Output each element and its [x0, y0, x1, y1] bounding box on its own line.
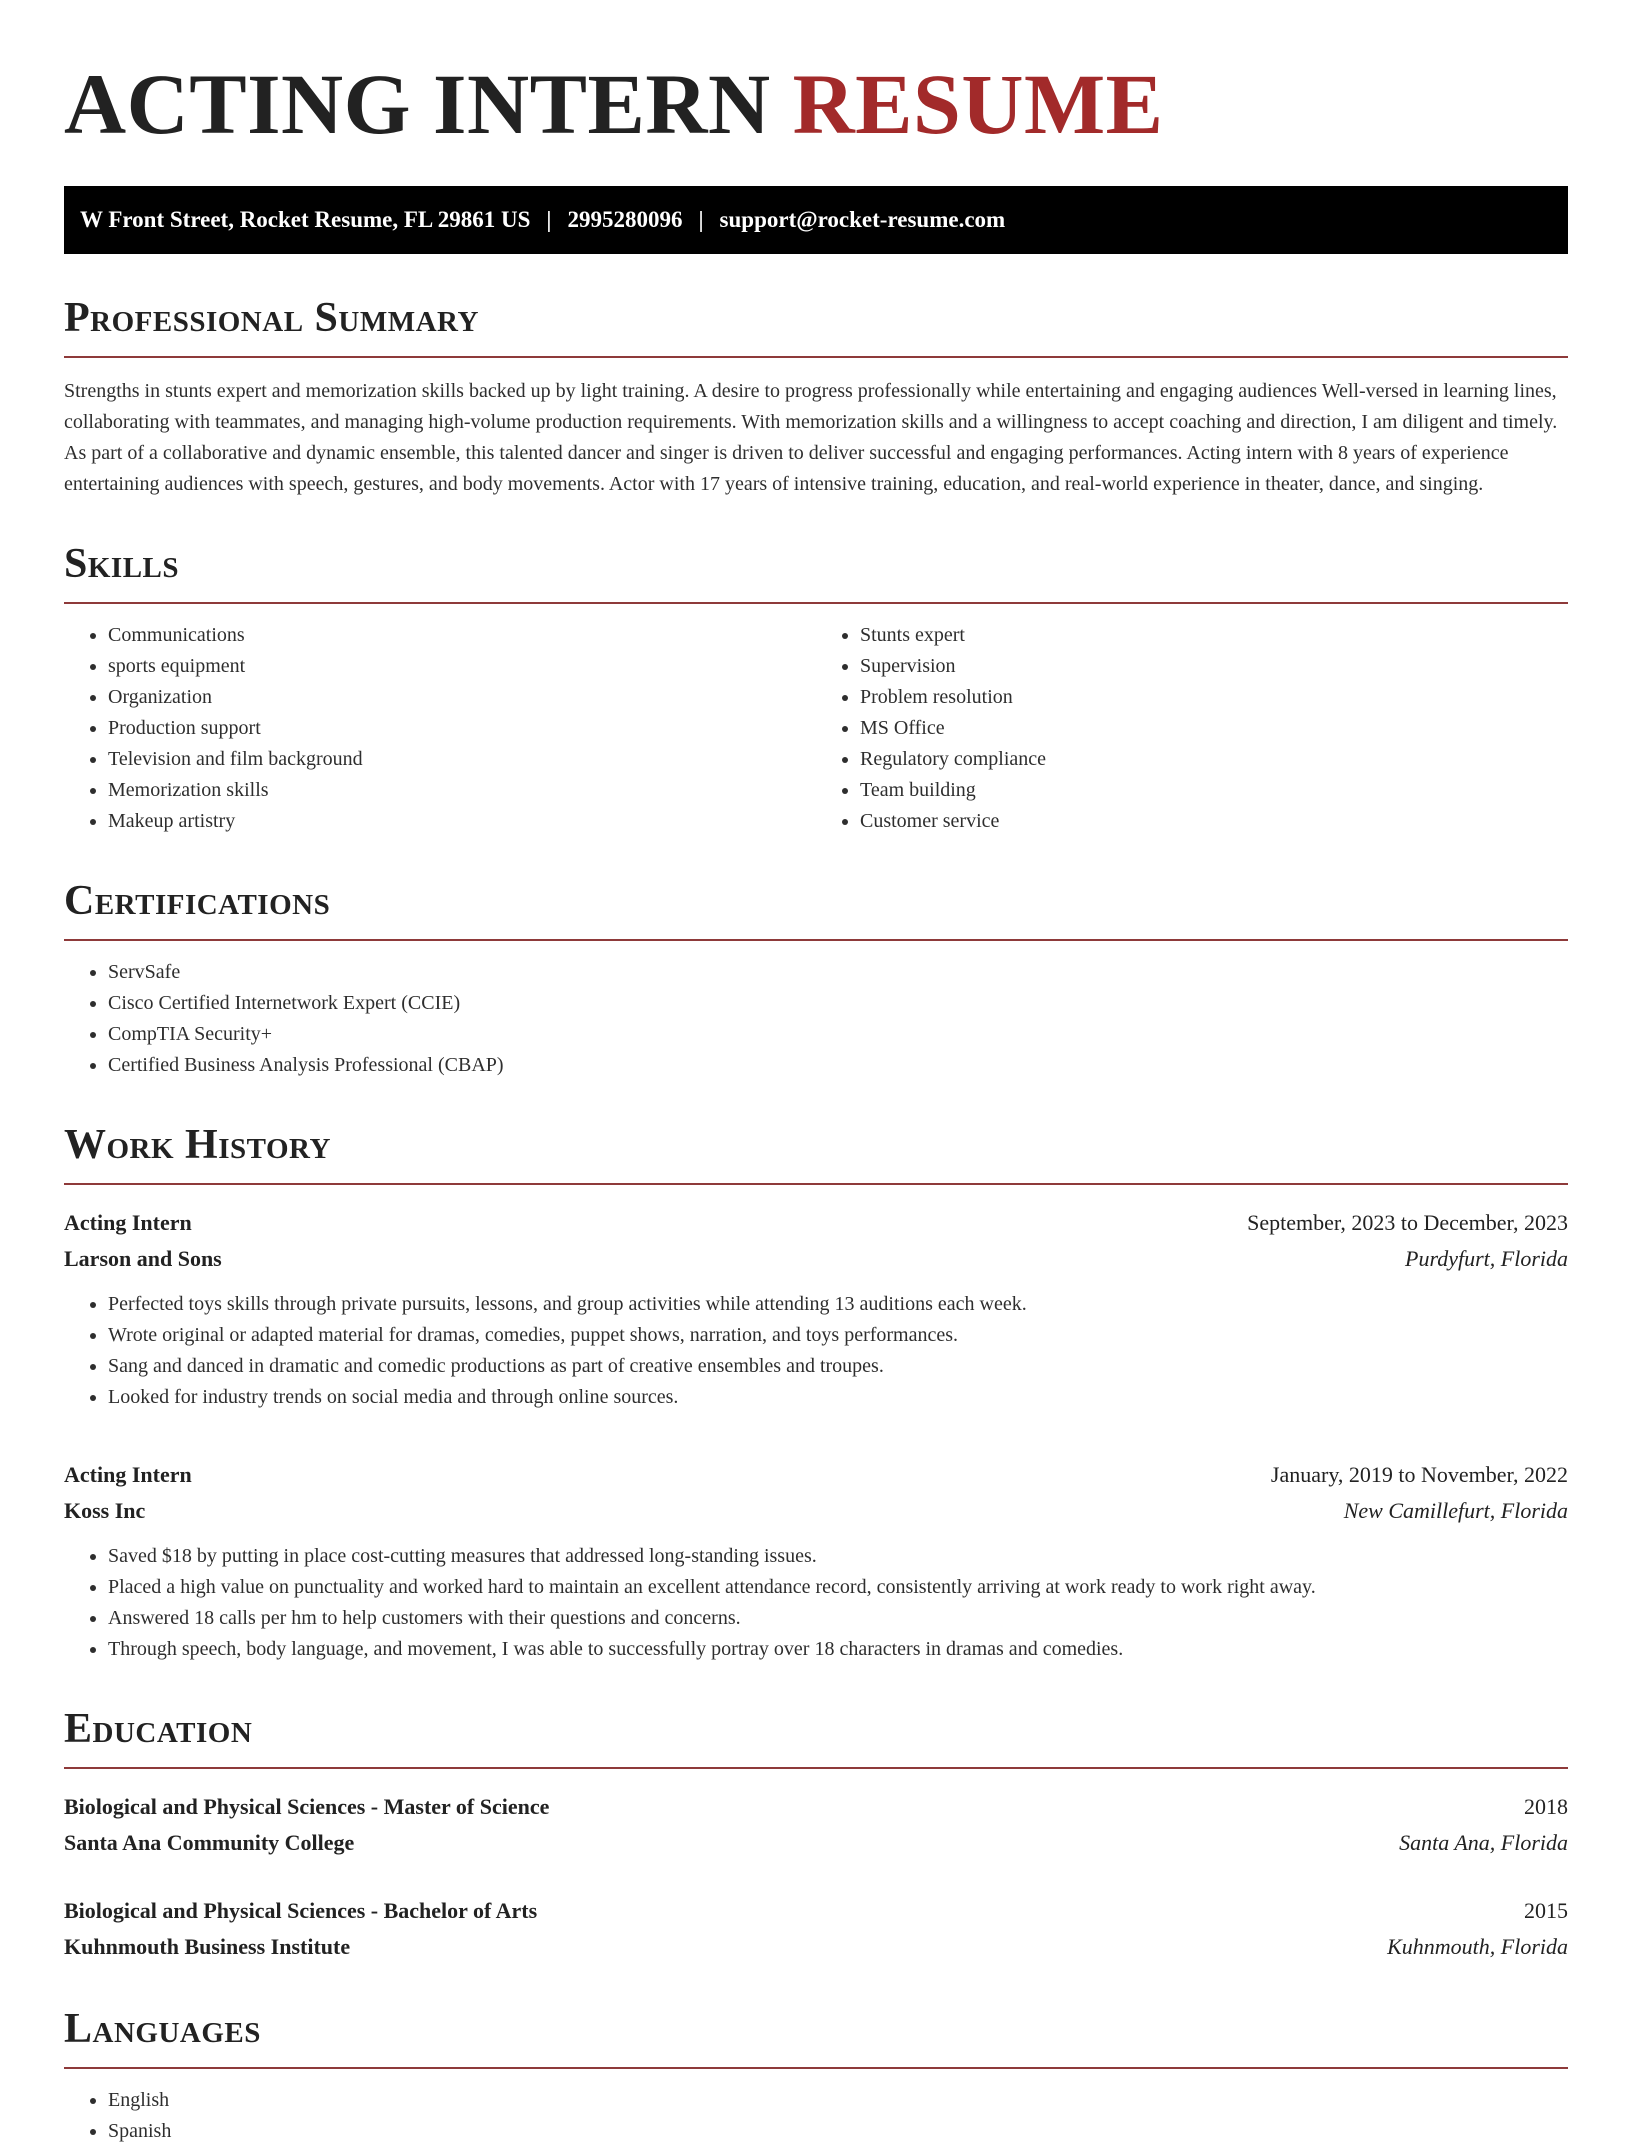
job-bullet: • Sang and danced in dramatic and comedic productions as part of creative ensembles and troupes.: [108, 1351, 1568, 1382]
skill-item: • Makeup artistry: [108, 806, 816, 837]
skill-item: • Communications: [108, 620, 816, 651]
education-header-row: [64, 1893, 1568, 1929]
job-company-row: [64, 1241, 1568, 1277]
work-history-section: [64, 1121, 1568, 1665]
skills-heading: Skills: [64, 540, 1568, 604]
education-school: Kuhnmouth Business Institute: [64, 1934, 351, 1959]
job-bullet: • Perfected toys skills through private pursuits, lessons, and group activities while attending 13 auditions each week.: [108, 1289, 1568, 1320]
work-history-heading: Work History: [64, 1121, 1568, 1185]
skill-item: • Stunts expert: [860, 620, 1568, 651]
summary-heading: Professional Summary: [64, 294, 1568, 358]
education-entry: [64, 1789, 1568, 1861]
certifications-list: [64, 957, 1568, 1081]
language-item: • Spanish: [108, 2116, 1568, 2147]
education-year: 2018: [1524, 1794, 1568, 1819]
skill-item: • Customer service: [860, 806, 1568, 837]
job-role: Acting Intern: [64, 1210, 192, 1235]
job-bullets: [64, 1541, 1568, 1665]
skill-item: • Television and film background: [108, 744, 816, 775]
title-accent: RESUME: [792, 56, 1164, 152]
job-header-row: [64, 1205, 1568, 1241]
contact-separator: |: [546, 207, 552, 232]
skill-item: • Regulatory compliance: [860, 744, 1568, 775]
job-dates: January, 2019 to November, 2022: [1270, 1462, 1568, 1487]
job-company: Larson and Sons: [64, 1246, 222, 1271]
certification-item: • CompTIA Security+: [108, 1019, 1568, 1050]
job-entry: [64, 1205, 1568, 1413]
education-school-row: [64, 1929, 1568, 1965]
skills-grid: [64, 604, 1568, 837]
education-school: Santa Ana Community College: [64, 1830, 355, 1855]
education-section: [64, 1705, 1568, 1965]
languages-section: [64, 2005, 1568, 2147]
education-year: 2015: [1524, 1898, 1568, 1923]
job-bullet: • Saved $18 by putting in place cost-cutting measures that addressed long-standing issues.: [108, 1541, 1568, 1572]
certifications-section: [64, 877, 1568, 1081]
contact-address: W Front Street, Rocket Resume, FL 29861 US: [80, 207, 531, 232]
certifications-heading: Certifications: [64, 877, 1568, 941]
skill-item: • Production support: [108, 713, 816, 744]
resume-title: [64, 56, 1568, 152]
language-item: • English: [108, 2085, 1568, 2116]
job-location: Purdyfurt, Florida: [1405, 1246, 1568, 1271]
languages-heading: Languages: [64, 2005, 1568, 2069]
skills-section: [64, 540, 1568, 837]
job-role: Acting Intern: [64, 1462, 192, 1487]
certification-item: • ServSafe: [108, 957, 1568, 988]
education-degree: Biological and Physical Sciences - Master of Science: [64, 1794, 550, 1819]
skills-list-right: [816, 620, 1568, 837]
summary-text: Strengths in stunts expert and memorization skills backed up by light training. A desire to progress professionally while entertaining and engaging audiences Well-versed in learning lines, collaborating with teammates, and managing high-volume production requirements. With memorization skills and a willingness to accept coaching and direction, I am diligent and timely. As part of a collaborative and dynamic ensemble, this talented dancer and singer is driven to deliver successful and engaging performances. Acting intern with 8 years of experience entertaining audiences with speech, gestures, and body movements. Actor with 17 years of intensive training, education, and real-world experience in theater, dance, and singing.: [64, 380, 1558, 495]
education-location: Santa Ana, Florida: [1399, 1830, 1568, 1855]
contact-bar: [64, 186, 1568, 254]
skill-item: • Problem resolution: [860, 682, 1568, 713]
languages-list: [64, 2085, 1568, 2147]
contact-email: support@rocket-resume.com: [719, 207, 1006, 232]
title-main: ACTING INTERN: [64, 56, 771, 152]
education-school-row: [64, 1825, 1568, 1861]
job-entry: [64, 1457, 1568, 1665]
education-heading: Education: [64, 1705, 1568, 1769]
certification-item: • Certified Business Analysis Professional (CBAP): [108, 1050, 1568, 1081]
summary-section: [64, 294, 1568, 500]
job-bullet: • Looked for industry trends on social media and through online sources.: [108, 1382, 1568, 1413]
contact-separator: |: [698, 207, 704, 232]
job-location: New Camillefurt, Florida: [1343, 1498, 1568, 1523]
job-bullets: [64, 1289, 1568, 1413]
skill-item: • Team building: [860, 775, 1568, 806]
job-bullet: • Wrote original or adapted material for dramas, comedies, puppet shows, narration, and toys performances.: [108, 1320, 1568, 1351]
skills-list-left: [64, 620, 816, 837]
job-dates: September, 2023 to December, 2023: [1247, 1210, 1568, 1235]
skill-item: • Memorization skills: [108, 775, 816, 806]
job-company-row: [64, 1493, 1568, 1529]
contact-phone: 2995280096: [567, 207, 683, 232]
education-degree: Biological and Physical Sciences - Bachelor of Arts: [64, 1898, 538, 1923]
job-bullet: • Answered 18 calls per hm to help customers with their questions and concerns.: [108, 1603, 1568, 1634]
skill-item: • Organization: [108, 682, 816, 713]
skill-item: • MS Office: [860, 713, 1568, 744]
education-header-row: [64, 1789, 1568, 1825]
skill-item: • Supervision: [860, 651, 1568, 682]
job-bullet: • Through speech, body language, and movement, I was able to successfully portray over 18 characters in dramas and comedies.: [108, 1634, 1568, 1665]
job-header-row: [64, 1457, 1568, 1493]
job-bullet: • Placed a high value on punctuality and worked hard to maintain an excellent attendance record, consistently arriving at work ready to work right away.: [108, 1572, 1568, 1603]
job-company: Koss Inc: [64, 1498, 146, 1523]
education-entry: [64, 1893, 1568, 1965]
skill-item: • sports equipment: [108, 651, 816, 682]
education-location: Kuhnmouth, Florida: [1387, 1934, 1568, 1959]
certification-item: • Cisco Certified Internetwork Expert (CCIE): [108, 988, 1568, 1019]
